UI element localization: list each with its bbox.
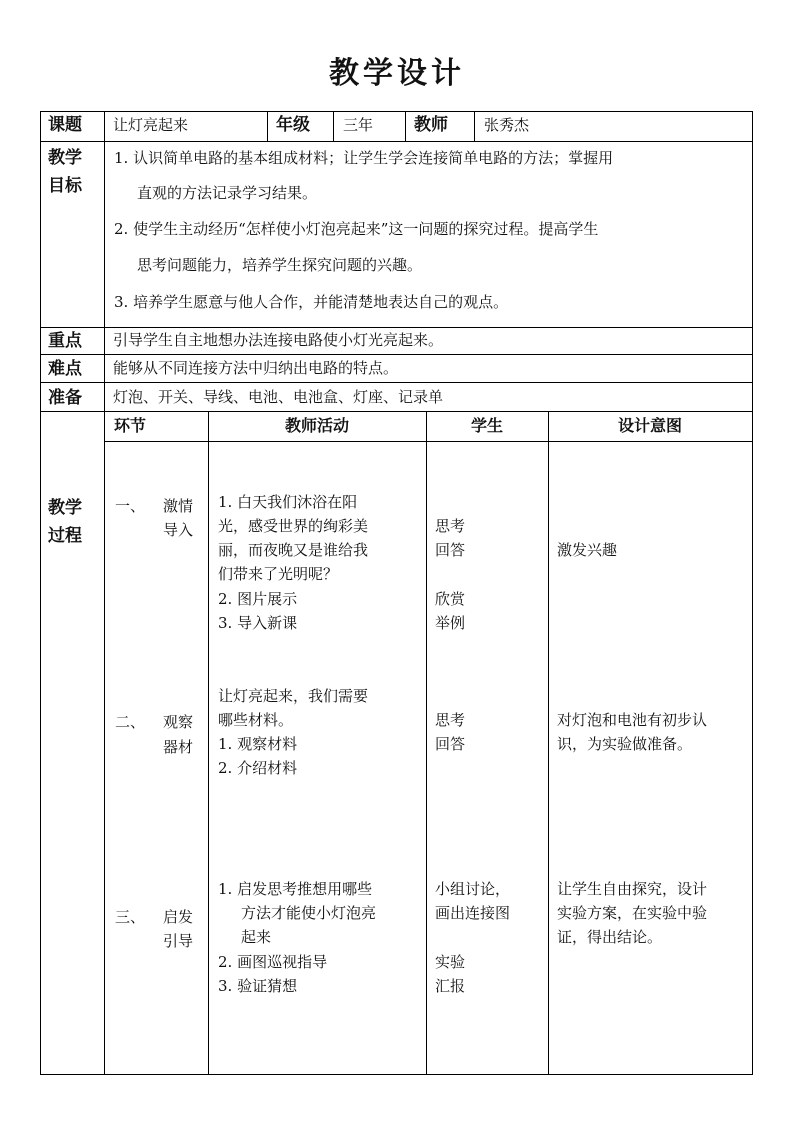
key-point-label: 重点 xyxy=(48,331,82,351)
teacher-value: 张秀杰 xyxy=(484,116,530,134)
stage3-teacher-2: 方法才能使小灯泡亮 xyxy=(241,904,377,922)
stage1-student-3: 欣赏 xyxy=(435,590,466,608)
header-student: 学生 xyxy=(470,416,503,435)
stage1-teacher-3: 丽，而夜晚又是谁给我 xyxy=(218,541,369,559)
stage1-student-2: 回答 xyxy=(435,541,466,559)
stage1-teacher-6: 3. 导入新课 xyxy=(218,614,298,632)
stage3-student-2: 画出连接图 xyxy=(435,904,511,922)
header-stage: 环节 xyxy=(114,416,147,435)
stage3-intent-3: 证，得出结论。 xyxy=(557,928,663,946)
stage1-name-1: 激情 xyxy=(163,497,194,515)
stage2-intent-1: 对灯泡和电池有初步认 xyxy=(557,711,708,729)
stage1-teacher-2: 光，感受世界的绚彩美 xyxy=(218,517,369,535)
process-label-1: 教学 xyxy=(48,498,82,518)
stage1-teacher-1: 1. 白天我们沐浴在阳 xyxy=(218,493,358,511)
difficulty-label: 难点 xyxy=(48,359,82,379)
stage2-student-2: 回答 xyxy=(435,735,466,753)
stage1-student-4: 举例 xyxy=(435,614,466,632)
stage1-number: 一、 xyxy=(115,497,146,515)
process-label-2: 过程 xyxy=(48,526,82,546)
stage2-intent-2: 识，为实验做准备。 xyxy=(557,735,693,753)
difficulty-text: 能够从不同连接方法中归纳出电路的特点。 xyxy=(113,359,399,377)
stage3-name-1: 启发 xyxy=(163,908,194,926)
stage3-teacher-4: 2. 画图巡视指导 xyxy=(218,953,328,971)
stage2-name-1: 观察 xyxy=(163,713,194,731)
stage3-student-4: 汇报 xyxy=(435,977,466,995)
stage2-student-1: 思考 xyxy=(435,711,466,729)
objective-2-line-1: 2. 使学生主动经历“怎样使小灯泡亮起来”这一问题的探究过程。提高学生 xyxy=(114,220,599,238)
stage3-intent-2: 实验方案，在实验中验 xyxy=(557,904,708,922)
stage1-teacher-4: 们带来了光明呢？ xyxy=(218,565,339,583)
stage3-teacher-5: 3. 验证猜想 xyxy=(218,977,298,995)
preparation-text: 灯泡、开关、导线、电池、电池盒、灯座、记录单 xyxy=(113,388,444,406)
topic-label: 课题 xyxy=(48,115,82,135)
teacher-label: 教师 xyxy=(414,115,448,135)
key-point-text: 引导学生自主地想办法连接电路使小灯光亮起来。 xyxy=(113,331,444,349)
preparation-label: 准备 xyxy=(48,388,82,408)
stage2-teacher-1: 让灯亮起来，我们需要 xyxy=(218,687,369,705)
topic-value: 让灯亮起来 xyxy=(113,116,189,134)
objective-2-line-2: 思考问题能力，培养学生探究问题的兴趣。 xyxy=(137,256,423,274)
stage3-intent-1: 让学生自由探究，设计 xyxy=(557,880,708,898)
stage1-teacher-5: 2. 图片展示 xyxy=(218,590,298,608)
stage3-name-2: 引导 xyxy=(163,932,194,950)
objective-3: 3. 培养学生愿意与他人合作，并能清楚地表达自己的观点。 xyxy=(114,293,509,311)
header-teacher-activity: 教师活动 xyxy=(284,416,349,435)
stage3-teacher-3: 起来 xyxy=(241,928,272,946)
stage1-intent: 激发兴趣 xyxy=(557,541,618,559)
stage2-teacher-4: 2. 介绍材料 xyxy=(218,759,298,777)
grade-label: 年级 xyxy=(276,115,310,135)
stage2-teacher-2: 哪些材料。 xyxy=(218,711,294,729)
grade-value: 三年 xyxy=(343,116,374,134)
stage2-number: 二、 xyxy=(115,713,146,731)
stage1-name-2: 导入 xyxy=(163,521,194,539)
stage3-number: 三、 xyxy=(115,908,146,926)
objective-1-line-2: 直观的方法记录学习结果。 xyxy=(137,184,318,202)
objectives-label-1: 教学 xyxy=(48,148,82,168)
stage2-name-2: 器材 xyxy=(163,738,194,756)
stage2-teacher-3: 1. 观察材料 xyxy=(218,735,298,753)
objectives-label-2: 目标 xyxy=(48,176,82,196)
header-design-intent: 设计意图 xyxy=(617,416,682,435)
stage3-teacher-1: 1. 启发思考推想用哪些 xyxy=(218,880,373,898)
stage1-student-1: 思考 xyxy=(435,517,466,535)
stage3-student-1: 小组讨论， xyxy=(435,880,511,898)
objective-1-line-1: 1. 认识简单电路的基本组成材料；让学生学会连接简单电路的方法；掌握用 xyxy=(114,149,614,167)
stage3-student-3: 实验 xyxy=(435,953,466,971)
page-title: 教学设计 xyxy=(329,56,465,91)
